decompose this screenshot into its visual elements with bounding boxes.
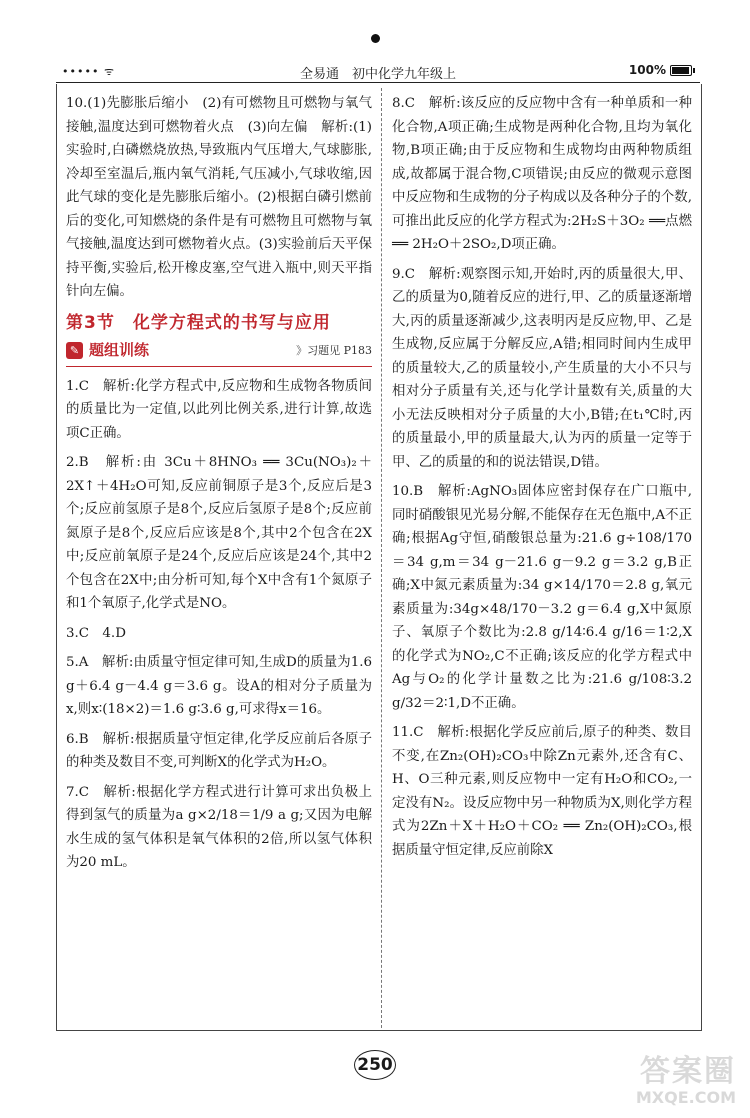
status-bar (56, 62, 700, 83)
page-number: 250 (350, 1048, 400, 1082)
signal-wifi-indicator: ••••• ᯤ (62, 65, 115, 78)
battery-percent: 100% (628, 63, 666, 77)
column-divider (381, 88, 382, 1028)
answer-item: 11.C 解析:根据化学反应前后,原子的种类、数目不变,在Zn₂(OH)₂CO₃中除Zn元素外,还含有C、H、O三种元素,则反应物中一定有H₂O和CO₂,一定没有N₂。设反应物中另一种物质为X,则化学方程式为2Zn＋X＋H₂O＋CO₂ ══ Zn₂(OH)₂CO₃,根据质量守恒定律,反应前除X (392, 725, 692, 858)
drill-title: 题组训练 (89, 341, 150, 359)
answer-item: 2.B 解析:由 3Cu＋8HNO₃ ══ 3Cu(NO₃)₂＋2X↑＋4H₂O可知,反应前铜原子是3个,反应后是3个;反应前氢原子是8个,反应后氢原子是8个;反应前氮原子是8个,反应后应该是8个,其中2个包含在2X中;反应前氧原子是24个,反应后应该是24个,其中2个包含在2X中;由分析可知,每个X中含有1个氮原子和1个氧原子,化学式是NO。 (66, 455, 372, 611)
answer-item: 10.(1)先膨胀后缩小 (2)有可燃物且可燃物与氧气接触,温度达到可燃物着火点 (3)向左偏 解析:(1)实验时,白磷燃烧放热,导致瓶内气压增大,气球膨胀,冷却至室温后,瓶内氧气消耗,气压减小,气球收缩,因此气球的变化是先膨胀后缩小。(2)根据白磷引燃前后的变化,可知燃烧的条件是有可燃物且可燃物与氧气接触,温度达到可燃物着火点。(3)实验前后天平保持平衡,实验后,松开橡皮塞,空气进入瓶中,则天平指针向左偏。 (66, 96, 372, 299)
document-title: 全易通 初中化学九年级上 (299, 67, 456, 82)
answer-item: 7.C 解析:根据化学方程式进行计算可求出负极上得到氢气的质量为a g×2/18＝1/9 a g;又因为电解水生成的氢气体积是氧气体积的2倍,所以氢气体积为20 mL。 (66, 784, 372, 870)
watermark-logo (586, 1046, 736, 1108)
exercise-page-ref[interactable]: 》习题见 P183 (296, 344, 372, 357)
battery-status (629, 63, 692, 77)
answer-item: 9.C 解析:观察图示知,开始时,丙的质量很大,甲、乙的质量为0,随着反应的进行,甲、乙的质量逐渐增大,丙的质量逐渐减少,这表明丙是反应物,甲、乙是生成物,反应属于分解反应,A错;相同时间内生成甲的质量较大,乙的质量较小,产生质量的大小不只与相对分子质量有关,还与化学计量数有关,质量的大小无法反映相对分子质量的大小,B错;在t₁℃时,丙的质量最小,甲的质量最大,认为丙的质量一定等于甲、乙的质量的和的说法错误,D错。 (392, 266, 692, 470)
answer-item: 5.A 解析:由质量守恒定律可知,生成D的质量为1.6 g＋6.4 g－4.4 g＝3.6 g。设A的相对分子质量为x,则x∶(18×2)＝1.6 g∶3.6 g,可求得x＝16。 (66, 655, 372, 717)
battery-icon (670, 65, 692, 76)
left-column (66, 92, 372, 881)
answer-item: 6.B 解析:根据质量守恒定律,化学反应前后各原子的种类及数目不变,可判断X的化学式为H₂O。 (66, 731, 372, 770)
right-column (392, 92, 692, 868)
answer-item: 10.B 解析:AgNO₃固体应密封保存在广口瓶中,同时硝酸银见光易分解,不能保存在无色瓶中,A不正确;根据Ag守恒,硝酸银总量为:21.6 g÷108/170＝34 g,m＝34 g－21.6 g－9.2 g＝3.2 g,B正确;X中氮元素质量为:34 g×14/170＝2.8 g,氧元素质量为:34g×48/170－3.2 g＝6.4 g,X中氮原子、氧原子个数比为:2.8 g/14∶6.4 g/16＝1∶2,X的化学式为NO₂,C不正确;该反应的化学方程式中Ag与O₂的化学计量数之比为:21.6 g/108∶3.2 g/32＝2∶1,D不正确。 (392, 484, 692, 711)
answer-item: 1.C 解析:化学方程式中,反应物和生成物各物质间的质量比为一定值,以此列比例关系,进行计算,故选项C正确。 (66, 378, 372, 441)
drill-header (66, 339, 372, 367)
section-title: 第3节 化学方程式的书写与应用 (66, 312, 331, 333)
watermark-url: MXQE.COM (635, 1088, 736, 1107)
answer-item: 8.C 解析:该反应的反应物中含有一种单质和一种化合物,A项正确;生成物是两种化合物,且均为氧化物,B项正确;由于反应物和生成物均由两种物质组成,故都属于混合物,C项错误;由反应的微观示意图中反应物和生成物的分子构成以及各种分子的个数,可推出此反应的化学方程式为:2H₂S＋3O₂ ══点燃══ 2H₂O＋2SO₂,D项正确。 (392, 96, 692, 252)
watermark-text: 答案圈 (640, 1054, 736, 1089)
pencil-icon: ✎ (66, 342, 83, 359)
answer-item: 3.C 4.D (66, 625, 126, 641)
camera-dot (371, 34, 380, 43)
